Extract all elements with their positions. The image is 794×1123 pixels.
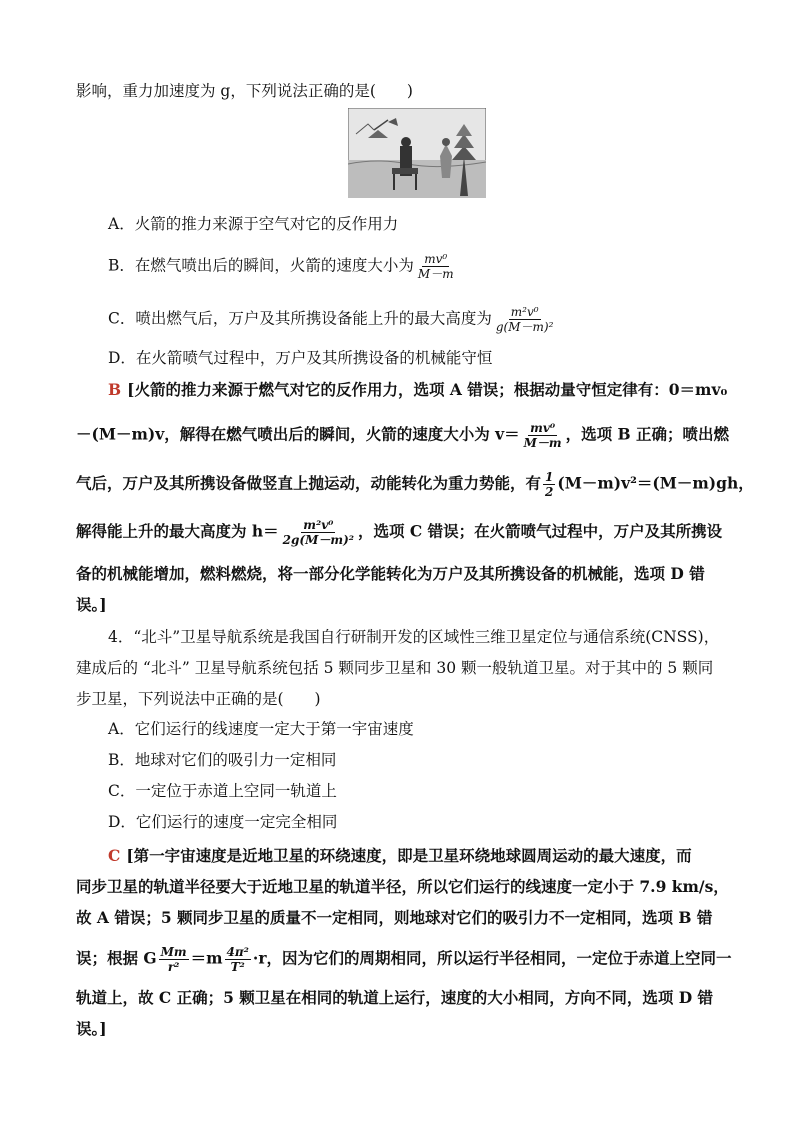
q4-option-a: A．它们运行的线速度一定大于第一宇宙速度 xyxy=(108,720,414,738)
fraction-denominator: g(M－m)² xyxy=(495,320,554,334)
q4-option-c: C．一定位于赤道上空同一轨道上 xyxy=(108,782,337,800)
q4-answer-letter: C xyxy=(108,846,121,865)
q3-answer-fraction-half xyxy=(543,470,555,499)
fraction-numerator: m²v⁰ xyxy=(510,305,539,319)
q4-answer-text-4a: 误；根据 G xyxy=(76,948,157,968)
fraction-numerator: mv⁰ xyxy=(530,421,556,435)
q3-answer-line-1 xyxy=(108,379,768,401)
q3-answer-line-6: 误。] xyxy=(76,595,107,614)
fraction-denominator: M－m xyxy=(417,267,454,281)
q4-stem-line-2: 建成后的 “北斗” 卫星导航系统包括 5 颗同步卫星和 30 颗一般轨道卫星。对于其中的 5 颗同 xyxy=(76,659,714,677)
fraction-numerator: Mm xyxy=(160,945,187,959)
q3-option-d: D．在火箭喷气过程中，万户及其所携设备的机械能守恒 xyxy=(108,349,493,367)
fraction-denominator: 2 xyxy=(545,485,554,499)
q3-answer-text-4b: ，选项 C 错误；在火箭喷气过程中，万户及其所携设 xyxy=(358,521,723,541)
q3-answer-text-1: [火箭的推力来源于燃气对它的反作用力，选项 A 错误；根据动量守恒定律有：0＝mv₀ xyxy=(127,380,728,399)
q4-option-d: D．它们运行的速度一定完全相同 xyxy=(108,813,338,831)
q3-answer-fraction-h xyxy=(281,518,356,547)
fraction-denominator: M－m xyxy=(523,436,562,450)
q3-answer-text-2b: ，选项 B 正确；喷出燃 xyxy=(565,424,730,444)
q3-answer-line-3 xyxy=(76,470,754,499)
q3-answer-text-4a: 解得能上升的最大高度为 h＝ xyxy=(76,521,279,541)
fraction-denominator: T² xyxy=(230,960,245,974)
q3-answer-text-3a: 气后，万户及其所携设备做竖直上抛运动，动能转化为重力势能，有 xyxy=(76,473,542,493)
q4-answer-text-4b: ·r，因为它们的周期相同，所以运行半径相同，一定位于赤道上空同一 xyxy=(252,948,732,968)
q3-option-b xyxy=(108,252,768,281)
q3-option-c xyxy=(108,305,768,334)
q4-answer-equals: ＝m xyxy=(190,948,223,968)
q3-answer-letter: B xyxy=(108,380,122,399)
q4-answer-line-6: 误。] xyxy=(76,1019,107,1038)
q4-answer-line-4 xyxy=(76,945,736,974)
q3-answer-line-4 xyxy=(76,518,736,547)
q3-answer-line-5: 备的机械能增加，燃料燃烧，将一部分化学能转化为万户及其所携设备的机械能，选项 D 错 xyxy=(76,564,705,583)
q3-answer-text-3b: (M－m)v²＝(M－m)gh， xyxy=(557,473,754,493)
q3-stem-tail: 影响，重力加速度为 g，下列说法正确的是( ) xyxy=(76,82,413,100)
q3-answer-line-2 xyxy=(76,421,736,450)
q4-answer-fraction-centripetal xyxy=(225,945,251,974)
q4-option-b: B．地球对它们的吸引力一定相同 xyxy=(108,751,337,769)
fraction-numerator: 4π² xyxy=(226,945,249,959)
q3-option-c-fraction xyxy=(494,305,556,334)
q3-option-c-text: C．喷出燃气后，万户及其所携设备能上升的最大高度为 xyxy=(108,309,492,328)
fraction-numerator: mv⁰ xyxy=(424,252,448,266)
q4-answer-text-1: [第一宇宙速度是近地卫星的环绕速度，即是卫星环绕地球圆周运动的最大速度，而 xyxy=(126,846,692,865)
q4-stem-line-3: 步卫星，下列说法中正确的是( ) xyxy=(76,690,321,708)
q3-option-b-fraction xyxy=(416,252,456,281)
q3-answer-fraction-v xyxy=(522,421,564,450)
q3-option-b-text: B．在燃气喷出后的瞬间，火箭的速度大小为 xyxy=(108,256,414,275)
q4-answer-line-2: 同步卫星的轨道半径要大于近地卫星的轨道半径，所以它们运行的线速度一定小于 7.9 km/s， xyxy=(76,877,729,896)
fraction-numerator: m²v⁰ xyxy=(303,518,334,532)
fraction-denominator: 2g(M－m)² xyxy=(282,533,355,547)
wan-hu-rocket-illustration xyxy=(348,108,486,198)
q4-answer-line-3: 故 A 错误；5 颗同步卫星的质量不一定相同，则地球对它们的吸引力不一定相同，选项 B 错 xyxy=(76,908,713,927)
q3-option-a: A．火箭的推力来源于空气对它的反作用力 xyxy=(108,215,399,233)
q4-answer-fraction-gravity xyxy=(159,945,189,974)
q4-stem-line-1: 4．“北斗”卫星导航系统是我国自行研制开发的区域性三维卫星定位与通信系统(CNSS)， xyxy=(108,628,720,646)
q4-answer-line-5: 轨道上，故 C 正确；5 颗卫星在相同的轨道上运行，速度的大小相同，方向不同，选项 D 错 xyxy=(76,988,714,1007)
q3-answer-text-2a: －(M－m)v，解得在燃气喷出后的瞬间，火箭的速度大小为 v＝ xyxy=(76,424,520,444)
fraction-denominator: r² xyxy=(167,960,180,974)
q4-answer-line-1 xyxy=(108,845,768,867)
fraction-numerator: 1 xyxy=(545,470,554,484)
